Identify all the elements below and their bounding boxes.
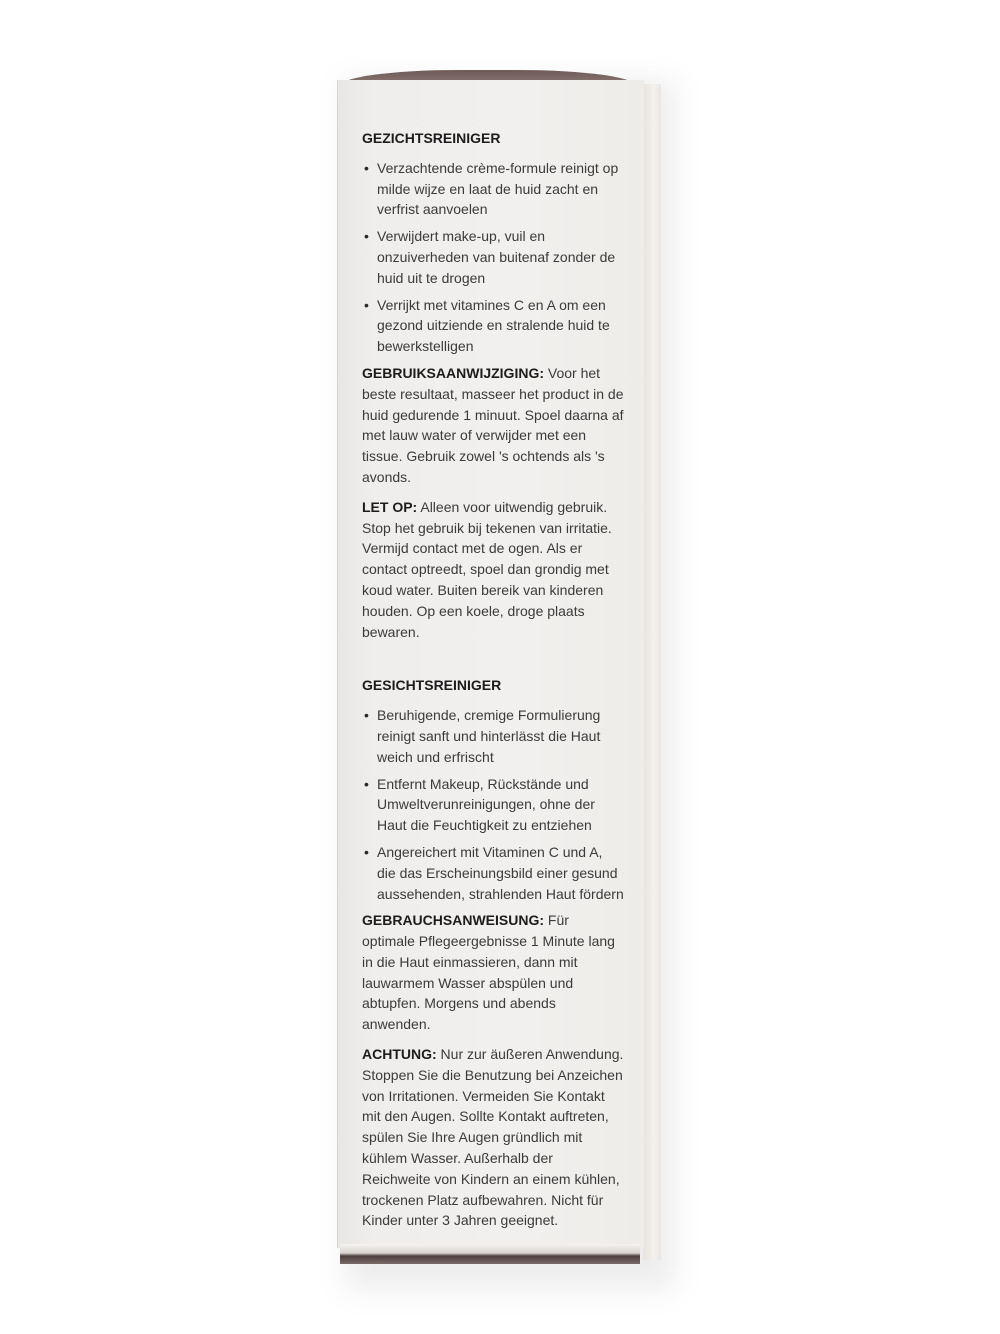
dutch-bullet: • Verwijdert make-up, vuil en onzuiverheden van buitenaf zonder de huid uit te drogen — [362, 226, 624, 288]
german-usage-text: Für optimale Pflegeergebnisse 1 Minute lang in die Haut einmassieren, dann mit lauwarmem Wasser abspülen und abtupfen. Morgens und abends anwenden. — [362, 912, 615, 1033]
german-bullet: • Beruhigende, cremige Formulierung reinigt sanft und hinterlässt die Haut weich und erfrischt — [362, 705, 624, 767]
box-side-panel — [643, 84, 661, 1260]
dutch-usage-label: GEBRUIKSAANWIJZIGING: — [362, 364, 544, 381]
box-bottom-edge — [340, 1244, 640, 1264]
german-usage — [362, 910, 624, 1035]
dutch-warning-text: Alleen voor uitwendig gebruik. Stop het gebruik bij tekenen van irritatie. Vermijd contact met de ogen. Als er contact optreedt, spoel dan grondig met koud water. Buiten bereik van kinderen houden. Op een koele, droge plaats bewaren. — [362, 498, 612, 640]
dutch-usage — [362, 363, 624, 488]
german-warning — [362, 1044, 624, 1231]
dutch-warning — [362, 497, 624, 643]
dutch-bullet: • Verzachtende crème-formule reinigt op milde wijze en laat de huid zacht en verfrist aanvoelen — [362, 158, 624, 220]
german-usage-label: GEBRAUCHSANWEISUNG: — [362, 912, 544, 929]
dutch-bullet: • Verrijkt met vitamines C en A om een gezond uitziende en stralende huid te bewerkstelligen — [362, 295, 624, 357]
dutch-title: GEZICHTSREINIGER — [362, 130, 501, 146]
section-spacer — [362, 651, 624, 675]
dutch-section — [362, 128, 624, 642]
german-bullet: • Angereichert mit Vitaminen C und A, die das Erscheinungsbild einer gesund aussehenden, strahlenden Haut fördern — [362, 842, 624, 904]
german-bullet-list — [362, 705, 624, 904]
german-section — [362, 675, 624, 1231]
german-bullet: • Entfernt Makeup, Rückstände und Umweltverunreinigungen, ohne der Haut die Feuchtigkeit zu entziehen — [362, 774, 624, 836]
box-text-content — [362, 128, 624, 1240]
german-title: GESICHTSREINIGER — [362, 677, 502, 694]
dutch-warning-label: LET OP: — [362, 498, 418, 515]
dutch-bullet-list — [362, 158, 624, 357]
german-warning-label: ACHTUNG: — [362, 1046, 437, 1063]
german-warning-text: Nur zur äußeren Anwendung. Stoppen Sie die Benutzung bei Anzeichen von Irritationen. Vermeiden Sie Kontakt mit den Augen. Sollte Kontakt auftreten, spülen Sie Ihre Augen gründlich mit kühlem Wasser. Außerhalb der Reichweite von Kindern an einem kühlen, trockenen Platz aufbewahren. Nicht für Kinder unter 3 Jahren geeignet. — [362, 1046, 624, 1229]
dutch-usage-text: Voor het beste resultaat, masseer het product in de huid gedurende 1 minuut. Spoel daarna af met lauw water of verwijder met een tissue. Gebruik zowel 's ochtends als 's avonds. — [362, 364, 624, 485]
